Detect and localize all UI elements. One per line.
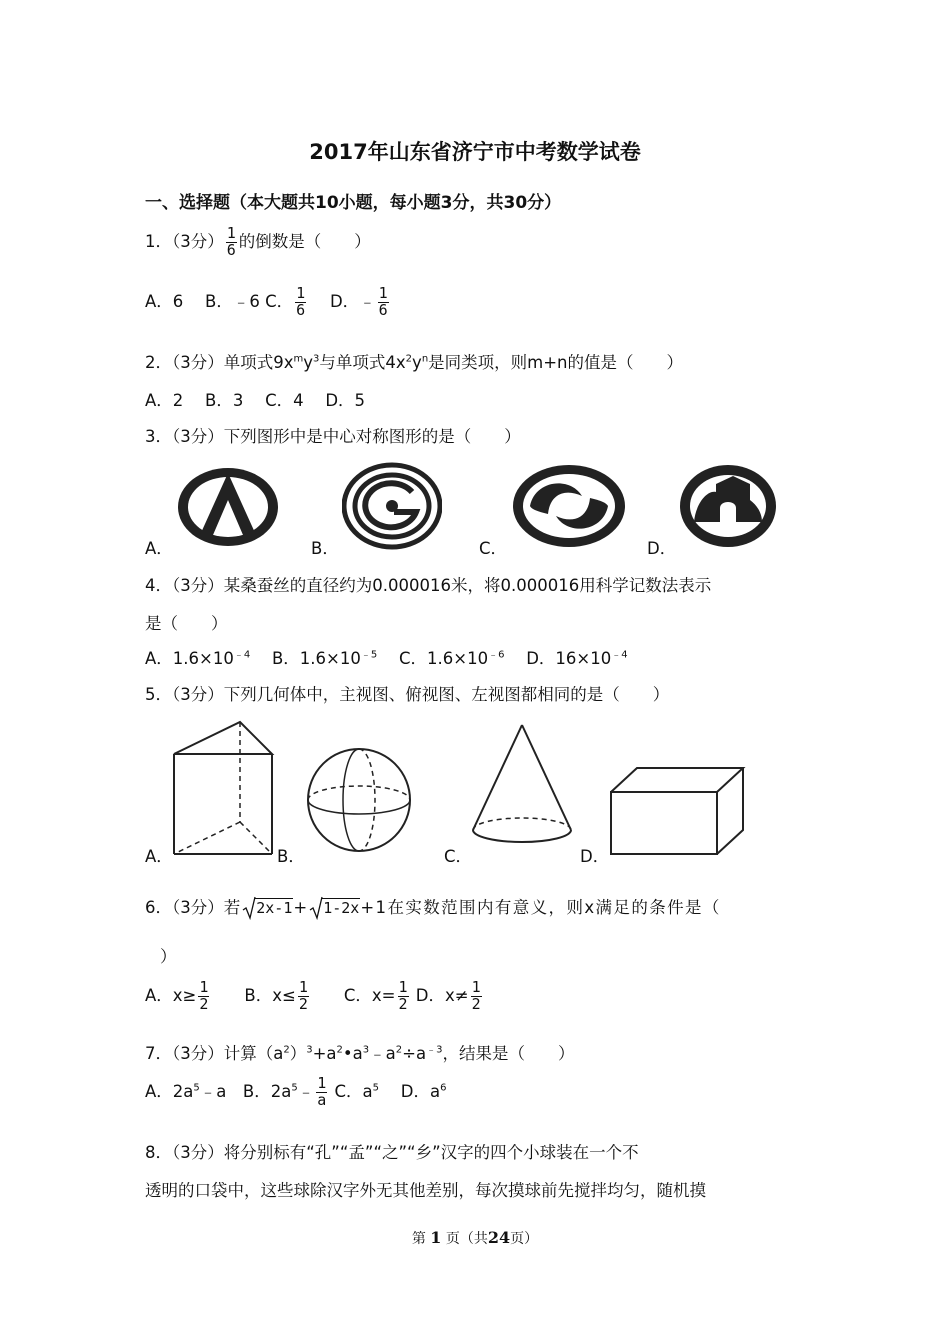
question-5: 5．（3分）下列几何体中，主视图、俯视图、左视图都相同的是（ ）	[145, 685, 670, 704]
question-7: 7．（3分）计算$(a^2)^3+a^2•a^3﹣a^2\div a^{﹣3}$，结果是（ ）	[145, 1044, 575, 1063]
symbol-c-figure	[510, 462, 628, 550]
question-4-options: A．$1.6\times 10^{﹣4}$ B．$1.6\times 10^{﹣5}$ C．$1.6\times 10^{﹣6}$ D．$16\times 10^{﹣4}$	[145, 649, 628, 668]
section-heading: 一、选择题（本大题共10小题，每小题3分，共30分）	[145, 193, 562, 213]
option-d-label: D．	[647, 539, 677, 558]
option-a-label: A．	[145, 847, 173, 866]
question-6-options: A．x≥ $\frac{1}{2}$ B．x≤ $\frac{1}{2}$ C．x= $\frac{1}{2}$ D．x≠ $\frac{1}{2}$	[145, 978, 481, 1013]
question-1: 1．（3分） $\frac{1}{6}$ 的倒数是（ ）	[145, 224, 371, 259]
fraction: $\frac{1}{6}$	[378, 284, 388, 319]
option-b-label: B．	[277, 847, 305, 866]
question-7-options: A．$2a^5﹣a$ B．$2a^5﹣$ $\frac{1}{a}$ C．$a^5$ D．$a^6$	[145, 1074, 447, 1109]
question-4-line2: 是（ ）	[145, 614, 228, 633]
question-4-line1: 4．（3分）某桑蚕丝的直径约为0.000016米，将0.000016用科学记数法表示	[145, 576, 712, 595]
symbol-d-figure	[678, 462, 778, 550]
question-1-options: A．6 B．﹣6 C． $\frac{1}{6}$ D．﹣ $\frac{1}{6}$	[145, 284, 388, 319]
option-a-label: A．	[145, 539, 173, 558]
fraction: $\frac{1}{6}$	[296, 284, 306, 319]
cuboid-figure	[607, 764, 747, 858]
option-c-label: C．	[444, 847, 473, 866]
option-b-label: B．	[311, 539, 339, 558]
page-total: 24	[487, 1228, 511, 1247]
fraction: $\frac{1}{6}$	[226, 224, 236, 259]
question-8-line2: 透明的口袋中，这些球除汉字外无其他差别，每次摸球前先搅拌均匀，随机摸	[145, 1181, 706, 1200]
question-6: 6．（3分）若 2x-1+ 1-2x+1在实数范围内有意义，则x满足的条件是（	[145, 898, 721, 917]
triangular-prism-figure	[168, 718, 278, 860]
option-d-label: D．	[580, 847, 610, 866]
sphere-figure	[304, 745, 414, 855]
page-number: 1	[430, 1228, 442, 1247]
question-6-line2: ）	[160, 947, 177, 966]
question-3: 3．（3分）下列图形中是中心对称图形的是（ ）	[145, 427, 521, 446]
question-2: 2．（3分）单项式$9x^my^3$与单项式$4x^2y^n$是同类项，则m+n的值是（ ）	[145, 353, 684, 372]
option-c-label: C．	[479, 539, 508, 558]
page-title: 2017年山东省济宁市中考数学试卷	[309, 140, 641, 164]
symbol-a-figure	[175, 465, 281, 549]
symbol-b-figure	[342, 462, 442, 550]
question-2-options: A．2 B．3 C．4 D．5	[145, 391, 366, 410]
radical-2: 1-2x	[309, 898, 360, 917]
page-footer: 第 1 页（共24页）	[411, 1228, 539, 1247]
radical-1: 2x-1	[242, 898, 293, 917]
cone-figure	[468, 722, 578, 846]
question-8-line1: 8．（3分）将分别标有“孔”“孟”“之”“乡”汉字的四个小球装在一个不	[145, 1143, 639, 1162]
